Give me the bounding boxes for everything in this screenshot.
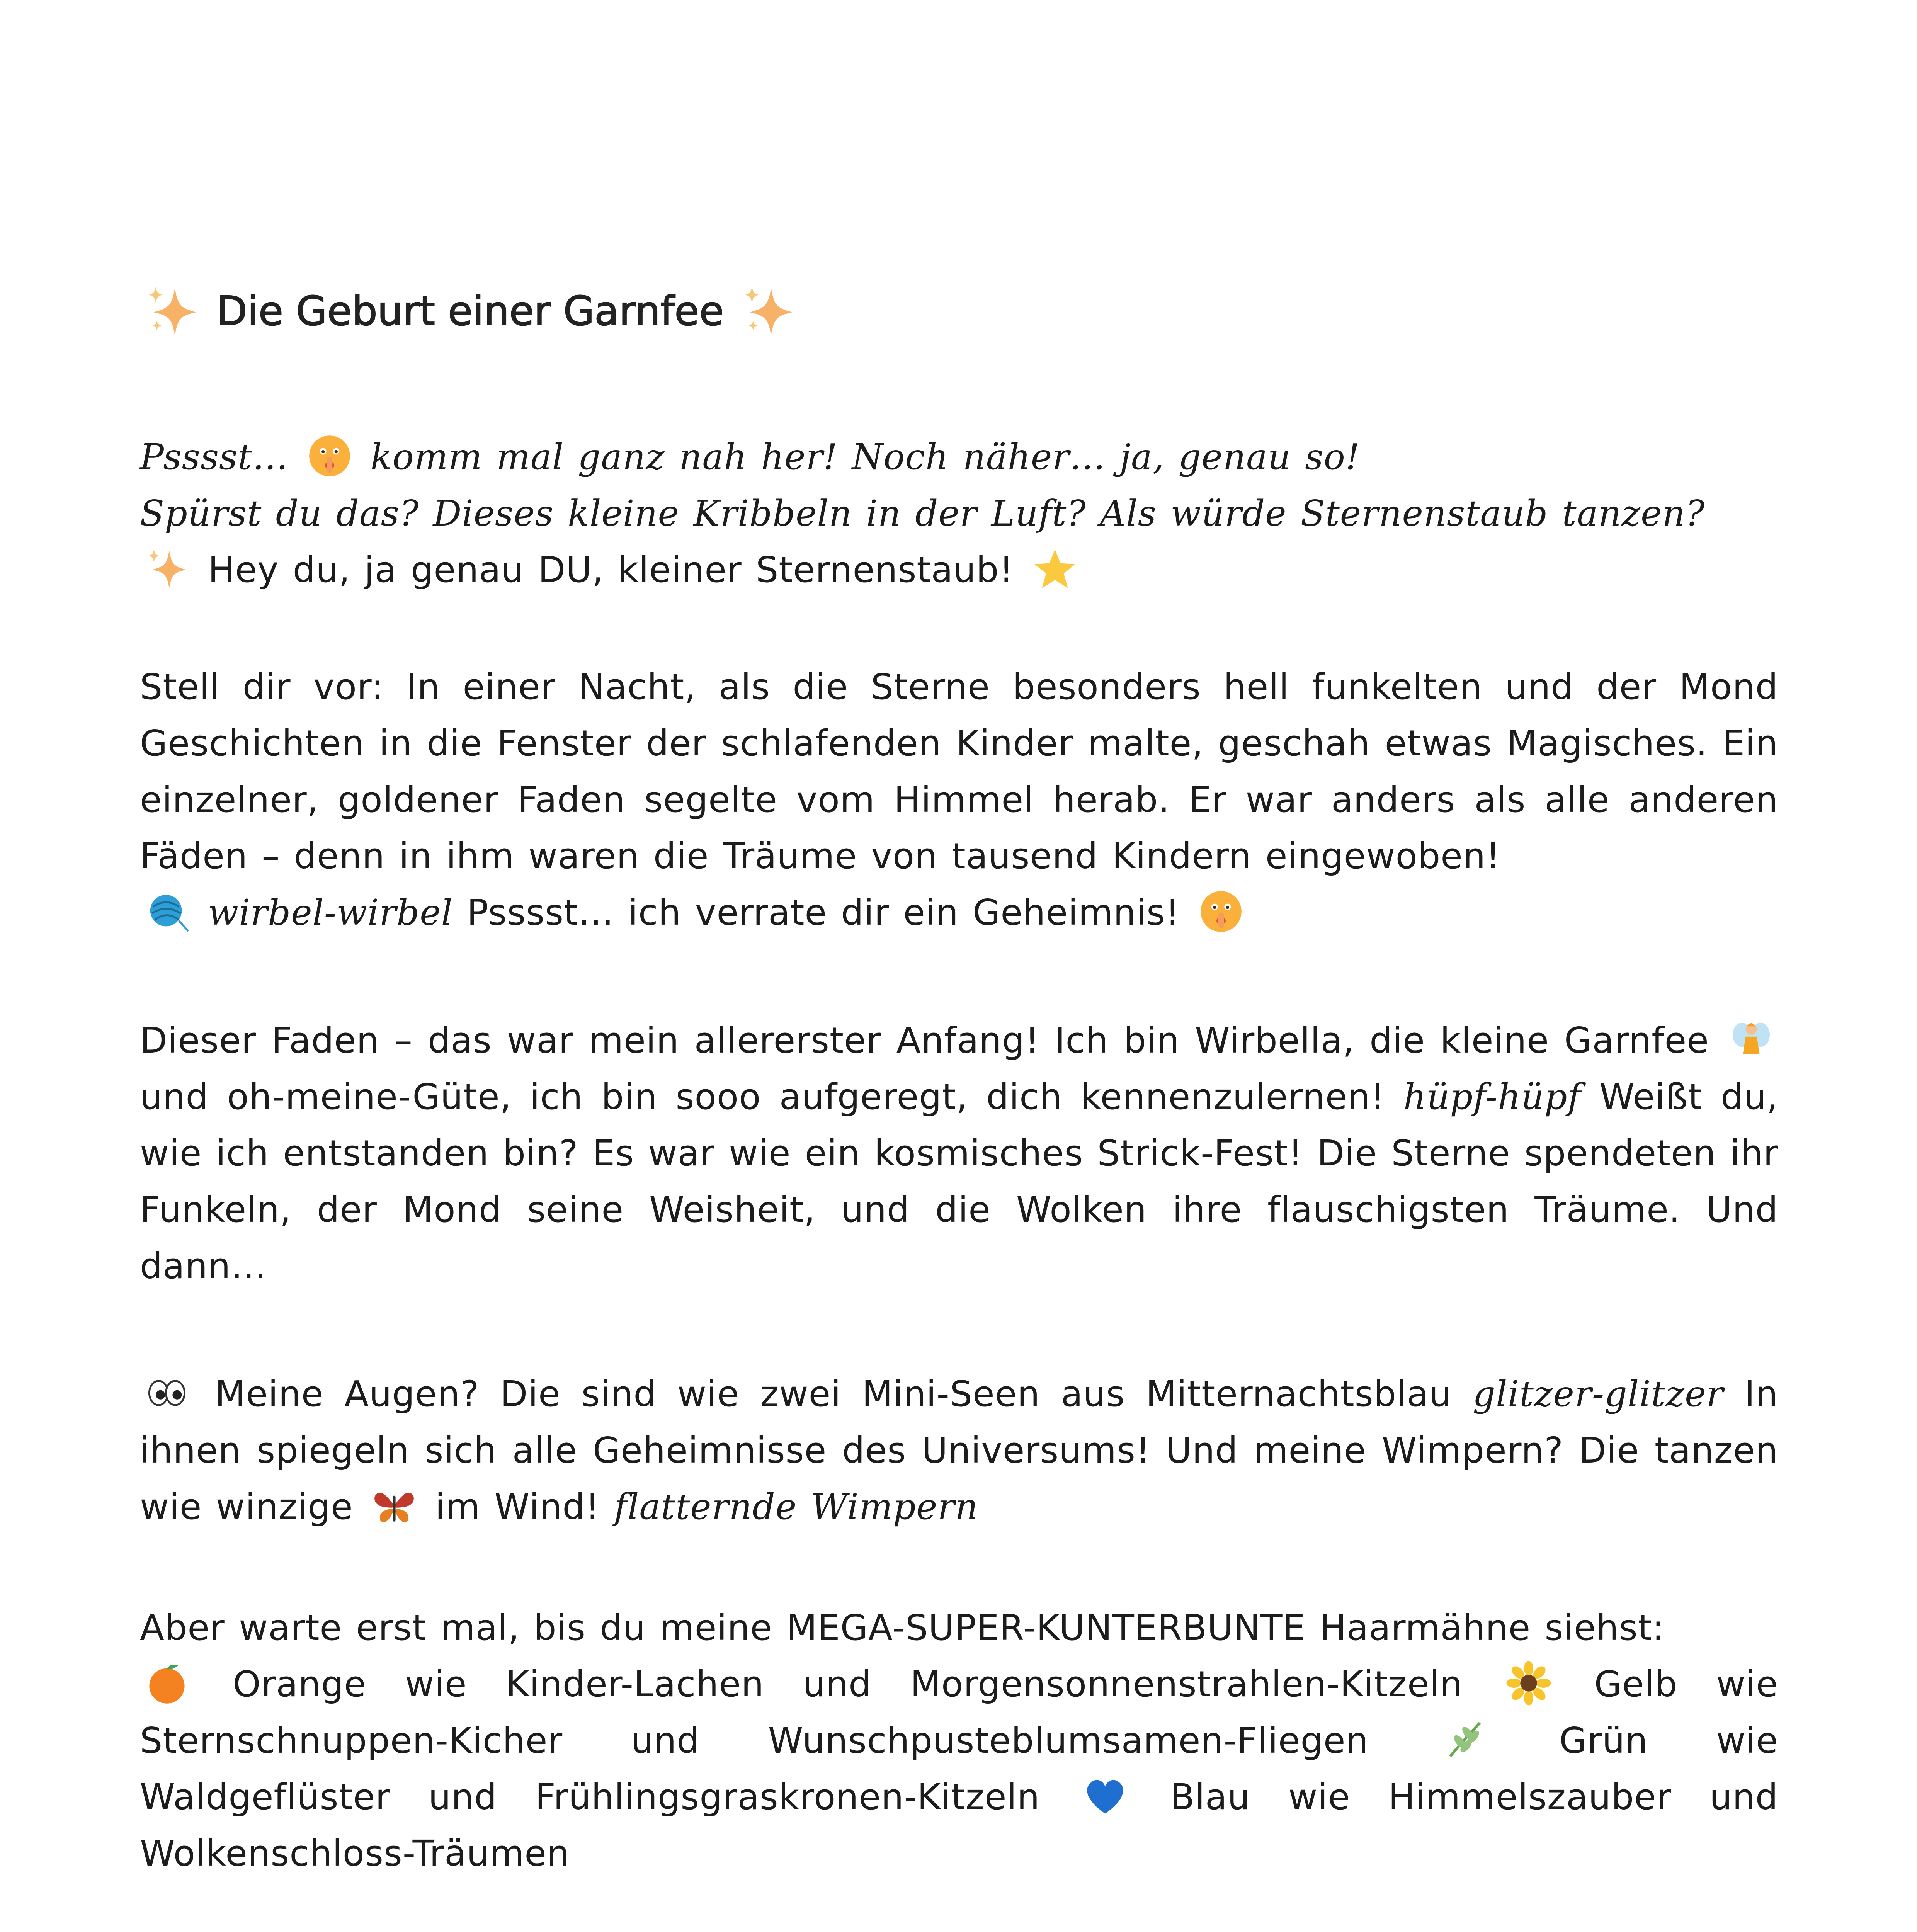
intro-line-1: komm mal ganz nah her! Noch näher… ja, genau so! xyxy=(370,436,1360,478)
star-icon xyxy=(1032,546,1078,592)
butterfly-icon xyxy=(371,1483,417,1529)
yarn-ball-icon xyxy=(144,888,190,935)
herb-icon xyxy=(1441,1716,1487,1763)
hair-gelb: Gelb wie Sternschnuppen-Kicher und Wunschpusteblumsamen-Fliegen xyxy=(140,1663,1778,1761)
shushing-face-icon xyxy=(306,433,353,479)
sparkles-icon xyxy=(143,282,201,340)
paragraph-hair xyxy=(140,1600,1778,1882)
sound-huepf: hüpf-hüpf xyxy=(1403,1076,1581,1117)
hair-orange: Orange wie Kinder-Lachen und Morgensonnenstrahlen-Kitzeln xyxy=(233,1663,1463,1705)
sound-wirbel-wirbel: wirbel-wirbel xyxy=(208,892,453,933)
sparkles-icon xyxy=(144,546,190,592)
hair-blau: Blau wie Himmelszauber und Wolkenschloss-Träumen xyxy=(140,1776,1779,1874)
secret-text: Psssst… ich verrate dir ein Geheimnis! xyxy=(467,892,1180,933)
intro-psst: Psssst… xyxy=(140,436,289,478)
paragraph-wirbella xyxy=(140,1012,1778,1294)
blue-heart-icon xyxy=(1082,1773,1128,1819)
sunflower-icon xyxy=(1505,1660,1552,1706)
eyes-text: Meine Augen? Die sind wie zwei Mini-Seen aus Mitternachtsblau xyxy=(214,1373,1452,1415)
intro-paragraph xyxy=(140,429,1778,598)
shushing-face-icon xyxy=(1198,888,1244,935)
fairy-icon xyxy=(1728,1016,1774,1063)
intro-line-2: Spürst du das? Dieses kleine Kribbeln in der Luft? Als würde Sternenstaub tanzen? xyxy=(140,493,1705,534)
paragraph-eyes xyxy=(140,1366,1778,1535)
wirbella-excited: und oh-meine-Güte, ich bin sooo aufgeregt, dich kennenzulernen! xyxy=(140,1076,1385,1117)
intro-line-3: Hey du, ja genau DU, kleiner Sternenstaub! xyxy=(208,549,1014,590)
eyes-text-3: im Wind! xyxy=(435,1486,600,1527)
sparkles-icon xyxy=(739,282,797,340)
paragraph-thread xyxy=(140,659,1778,941)
page-title xyxy=(143,278,1766,344)
orange-icon xyxy=(144,1660,190,1706)
thread-text: Stell dir vor: In einer Nacht, als die Sterne besonders hell funkelten und der Mond Geschichten in die Fenster der schlafenden Kinder malte, geschah etwas Magisches. Ein einzelner, goldener Faden segelte vom Himmel herab. Er war anders als alle anderen Fäden – denn in ihm waren die Träume von tausend Kindern eingewoben! xyxy=(140,666,1778,877)
eyes-text-2: In ihnen spiegeln sich alle Geheimnisse des Universums! Und meine Wimpern? Die tanzen wie winzige xyxy=(140,1373,1778,1527)
title-text: Die Geburt einer Garnfee xyxy=(216,287,724,335)
wirbella-origin: Weißt du, wie ich entstanden bin? Es war wie ein kosmisches Strick-Fest! Die Sterne spendeten ihr Funkeln, der Mond seine Weisheit, und die Wolken ihre flauschigsten Träume. Und dann… xyxy=(140,1076,1778,1287)
hair-intro: Aber warte erst mal, bis du meine MEGA-SUPER-KUNTERBUNTE Haarmähne siehst: xyxy=(140,1607,1665,1648)
wirbella-intro: Dieser Faden – das war mein allererster Anfang! Ich bin Wirbella, die kleine Garnfee xyxy=(140,1020,1709,1061)
sound-glitzer: glitzer-glitzer xyxy=(1473,1373,1724,1415)
sound-flatternde: flatternde Wimpern xyxy=(614,1486,978,1527)
hair-gruen: Grün wie Waldgeflüster und Frühlingsgraskronen-Kitzeln xyxy=(140,1720,1779,1818)
eyes-icon xyxy=(144,1370,190,1416)
